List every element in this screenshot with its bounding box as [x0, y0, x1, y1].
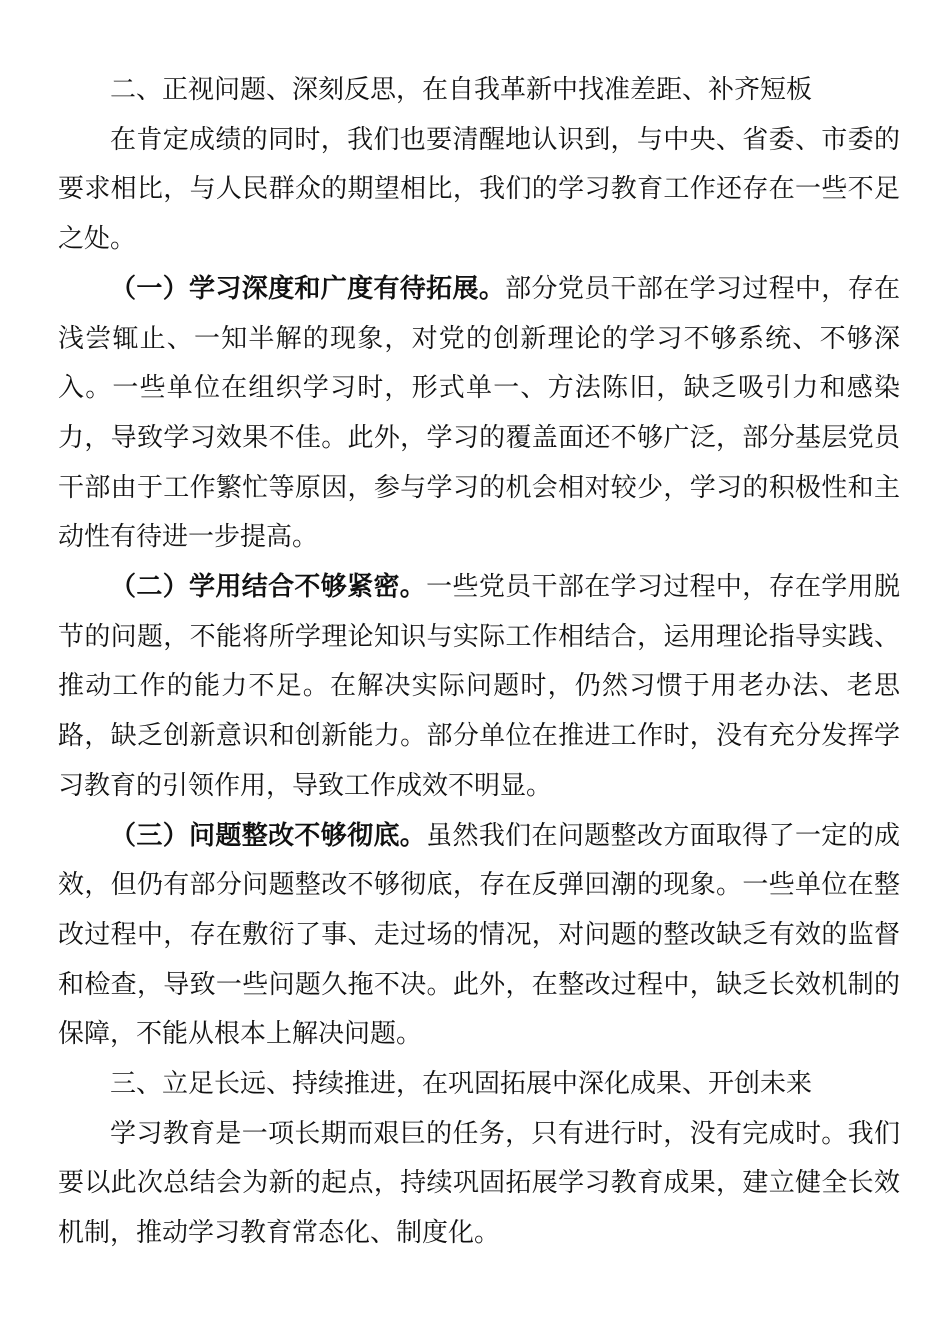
issue-paragraph-2 — [58, 563, 900, 812]
section-intro-3: 学习教育是一项长期而艰巨的任务，只有进行时，没有完成时。我们要以此次总结会为新的起点，持续巩固拓展学习教育成果，建立健全长效机制，推动学习教育常态化、制度化。 — [58, 1118, 900, 1249]
issue-body-2: 一些党员干部在学习过程中，存在学用脱节的问题，不能将所学理论知识与实际工作相结合，运用理论指导实践、推动工作的能力不足。在解决实际问题时，仍然习惯于用老办法、老思路，缺乏创新意识和创新能力。部分单位在推进工作时，没有充分发挥学习教育的引领作用，导致工作成效不明显。 — [58, 572, 900, 801]
section-heading-2: 二、正视问题、深刻反思，在自我革新中找准差距、补齐短板 — [110, 75, 813, 105]
section-intro-2: 在肯定成绩的同时，我们也要清醒地认识到，与中央、省委、市委的要求相比，与人民群众的期望相比，我们的学习教育工作还存在一些不足之处。 — [58, 124, 900, 255]
issue-body-1: 部分党员干部在学习过程中，存在浅尝辄止、一知半解的现象，对党的创新理论的学习不够系统、不够深入。一些单位在组织学习时，形式单一、方法陈旧，缺乏吸引力和感染力，导致学习效果不佳。此外，学习的覆盖面还不够广泛，部分基层党员干部由于工作繁忙等原因，参与学习的机会相对较少，学习的积极性和主动性有待进一步提高。 — [58, 273, 900, 553]
issue-body-3: 虽然我们在问题整改方面取得了一定的成效，但仍有部分问题整改不够彻底，存在反弹回潮的现象。一些单位在整改过程中，存在敷衍了事、走过场的情况，对问题的整改缺乏有效的监督和检查，导致一些问题久拖不决。此外，在整改过程中，缺乏长效机制的保障，不能从根本上解决问题。 — [58, 820, 900, 1050]
section-heading-3: 三、立足长远、持续推进，在巩固拓展中深化成果、开创未来 — [110, 1069, 813, 1100]
issue-lead-1: （一）学习深度和广度有待拓展。 — [110, 273, 506, 304]
issue-paragraph-3 — [58, 812, 900, 1061]
issue-lead-2: （二）学用结合不够紧密。 — [110, 572, 427, 603]
issue-lead-3: （三）问题整改不够彻底。 — [110, 820, 427, 851]
document-page — [58, 66, 900, 1259]
issue-paragraph-1 — [58, 265, 900, 563]
